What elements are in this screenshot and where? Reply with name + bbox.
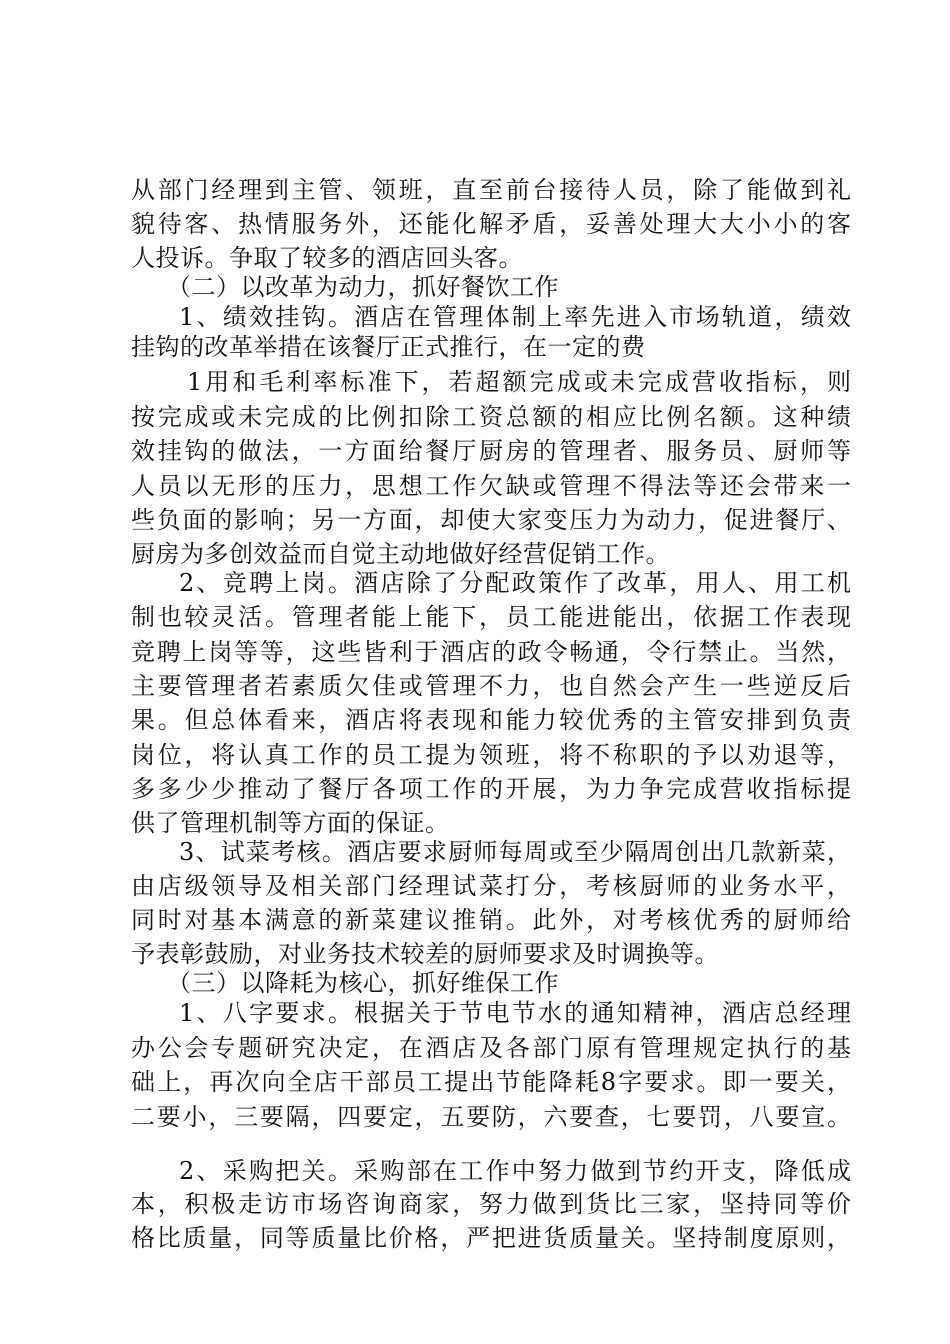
- paragraph-line: 制也较灵活。管理者能上能下，员工能进能出，依据工作表现: [131, 603, 851, 631]
- paragraph-line: 人员以无形的压力，思想工作欠缺或管理不得法等还会带来一: [131, 472, 851, 500]
- paragraph-line: 貌待客、热情服务外，还能化解矛盾，妥善处理大大小小的客: [131, 210, 851, 238]
- paragraph-line: 按完成或未完成的比例扣除工资总额的相应比例名额。这种绩: [131, 403, 851, 431]
- paragraph-line: 二要小，三要隔，四要定，五要防，六要查，七要罚，八要宣。: [131, 1103, 851, 1131]
- paragraph-line: 3、试菜考核。酒店要求厨师每周或至少隔周创出几款新菜，: [179, 838, 851, 866]
- paragraph-line: 供了管理机制等方面的保证。: [131, 809, 450, 837]
- paragraph-line: 竞聘上岗等等，这些皆利于酒店的政令畅通，令行禁止。当然，: [131, 638, 851, 666]
- section-heading: （三）以降耗为核心，抓好维保工作: [167, 969, 559, 997]
- paragraph-line: 由店级领导及相关部门经理试菜打分，考核厨师的业务水平，: [131, 872, 851, 900]
- paragraph-line: 格比质量，同等质量比价格，严把进货质量关。坚持制度原则，: [131, 1224, 851, 1252]
- paragraph-line: 挂钩的改革举措在该餐厅正式推行，在一定的费: [131, 333, 646, 361]
- paragraph-line: 1、绩效挂钩。酒店在管理体制上率先进入市场轨道，绩效: [179, 303, 851, 331]
- paragraph-line: 主要管理者若素质欠佳或管理不力，也自然会产生一些逆反后: [131, 672, 851, 700]
- paragraph-line: 1、八字要求。根据关于节电节水的通知精神，酒店总经理: [179, 999, 851, 1027]
- paragraph-line: 效挂钩的做法，一方面给餐厅厨房的管理者、服务员、厨师等: [131, 437, 851, 465]
- paragraph-line: 些负面的影响；另一方面，却使大家变压力为动力，促进餐厅、: [131, 506, 851, 534]
- paragraph-line: 厨房为多创效益而自觉主动地做好经营促销工作。: [131, 540, 670, 568]
- paragraph-line: 予表彰鼓励，对业务技术较差的厨师要求及时调换等。: [131, 940, 719, 968]
- paragraph-line: 多多少少推动了餐厅各项工作的开展，为力争完成营收指标提: [131, 775, 851, 803]
- paragraph-line: 2、竞聘上岗。酒店除了分配政策作了改革，用人、用工机: [179, 569, 851, 597]
- paragraph-line: 础上，再次向全店干部员工提出节能降耗8字要求。即一要关，: [131, 1068, 851, 1096]
- paragraph-line: 办公会专题研究决定，在酒店及各部门原有管理规定执行的基: [131, 1034, 851, 1062]
- paragraph-line: 2、采购把关。采购部在工作中努力做到节约开支，降低成: [179, 1157, 851, 1185]
- paragraph-line: 人投诉。争取了较多的酒店回头客。: [131, 244, 523, 272]
- section-heading: （二）以改革为动力，抓好餐饮工作: [167, 273, 559, 301]
- paragraph-line: 岗位，将认真工作的员工提为领班，将不称职的予以劝退等，: [131, 741, 851, 769]
- paragraph-line: 果。但总体看来，酒店将表现和能力较优秀的主管安排到负责: [131, 706, 851, 734]
- paragraph-line: 本，积极走访市场咨询商家，努力做到货比三家，坚持同等价: [131, 1190, 851, 1218]
- paragraph-line: 1用和毛利率标准下，若超额完成或未完成营收指标，则: [187, 368, 851, 396]
- paragraph-line: 同时对基本满意的新菜建议推销。此外，对考核优秀的厨师给: [131, 906, 851, 934]
- paragraph-line: 从部门经理到主管、领班，直至前台接待人员，除了能做到礼: [131, 176, 851, 204]
